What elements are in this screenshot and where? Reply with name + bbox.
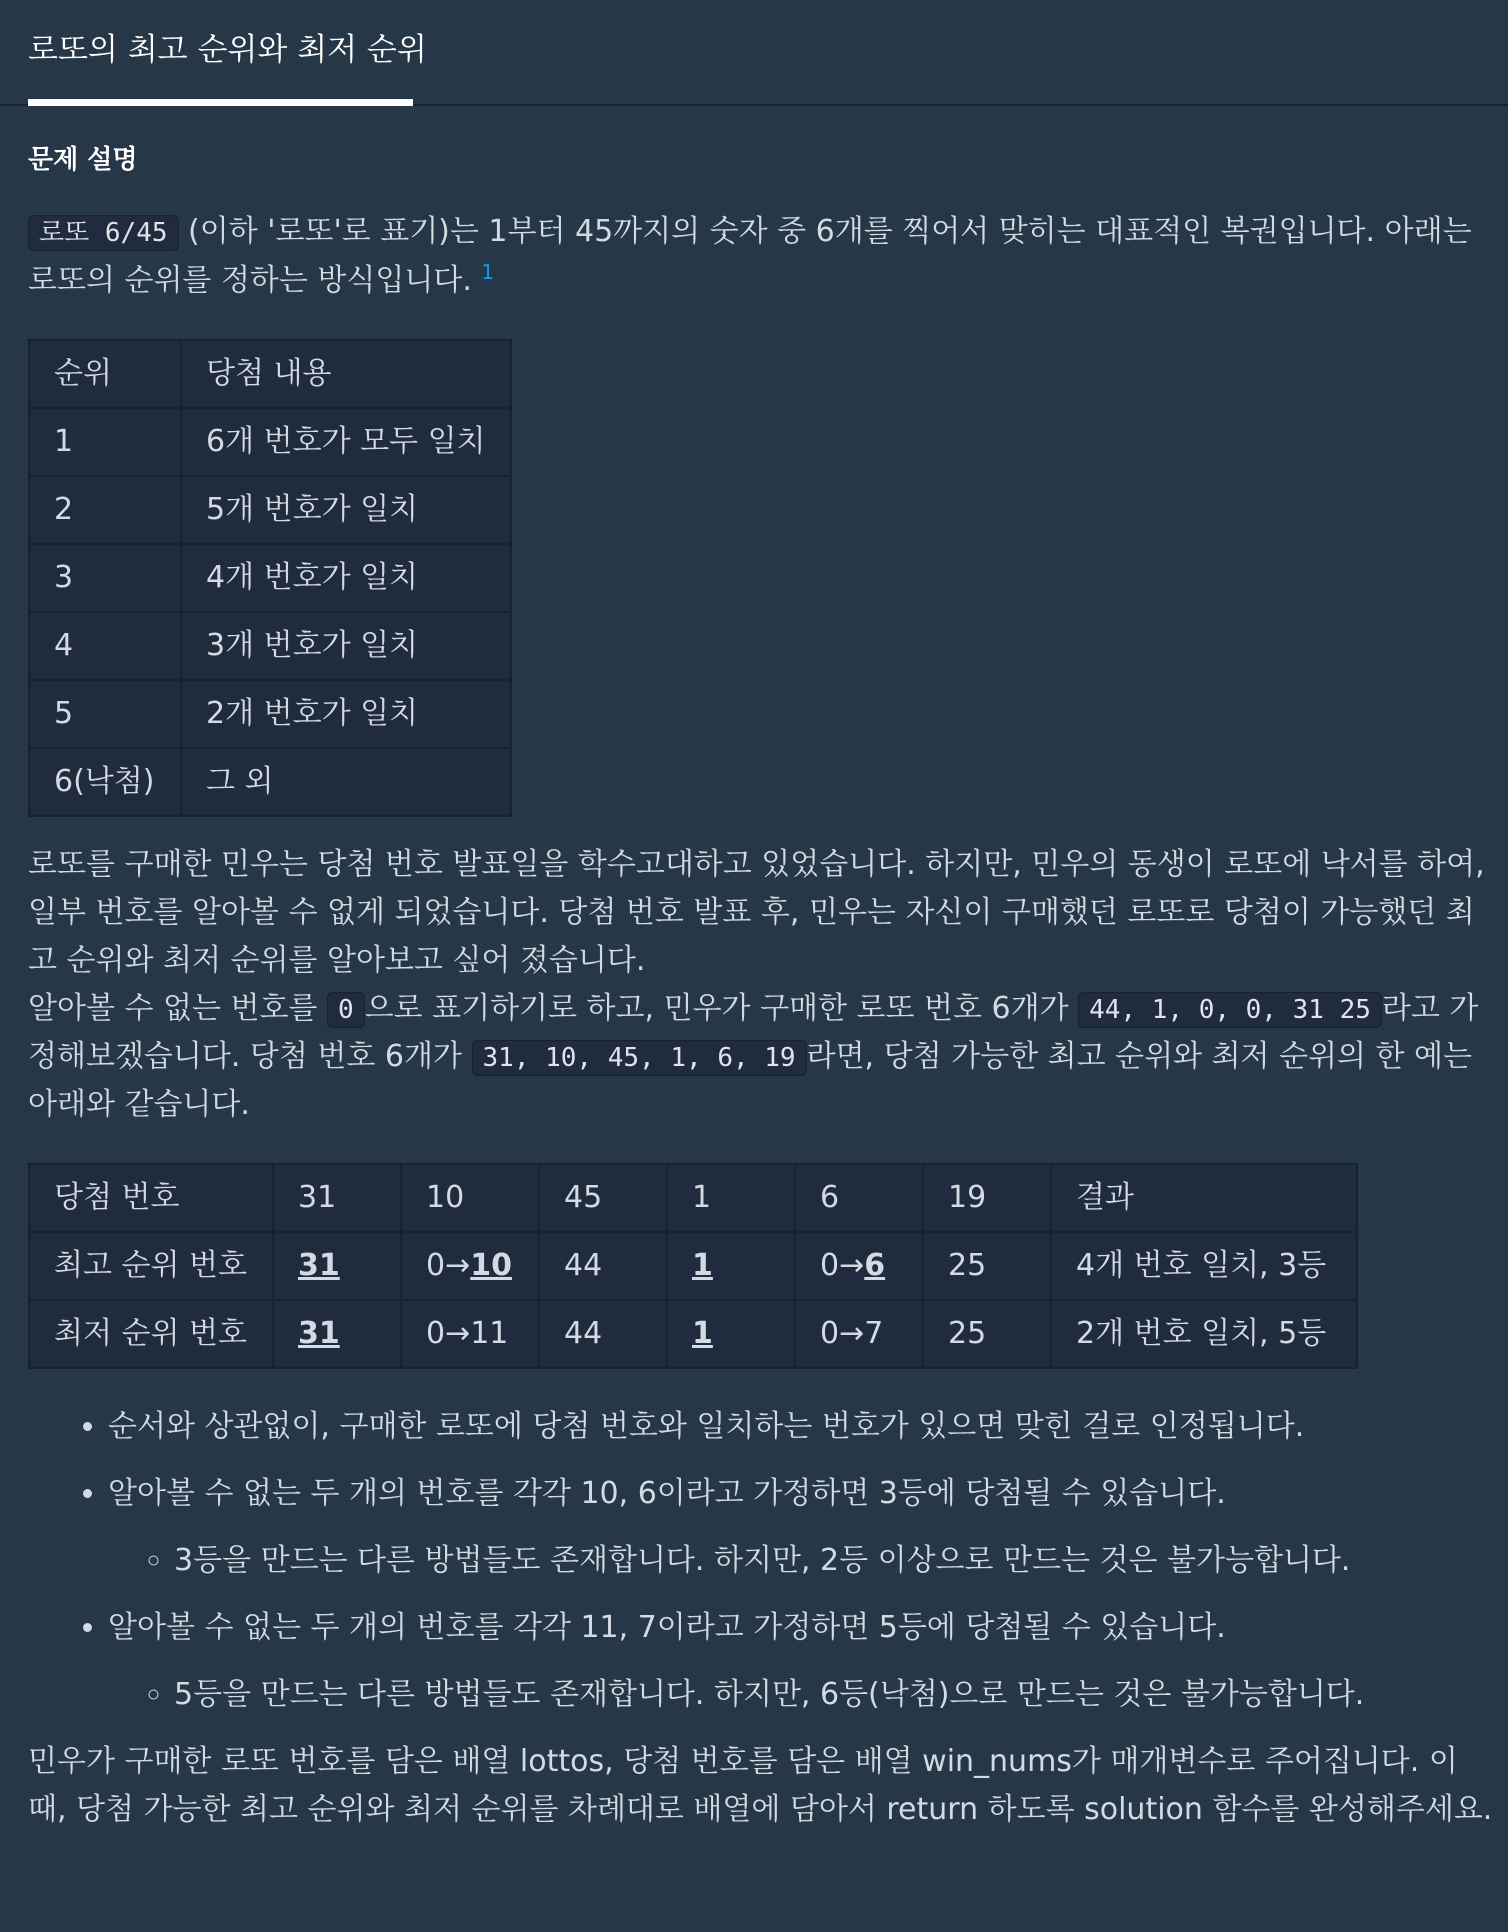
table-cell: 그 외 (181, 748, 511, 816)
list-item (108, 1594, 1493, 1728)
rank-table (28, 339, 512, 817)
table-cell (401, 1232, 539, 1300)
footnote-link[interactable]: 1 (481, 260, 495, 284)
table-header: 당첨 내용 (181, 340, 511, 408)
table-cell: 6개 번호가 모두 일치 (181, 408, 511, 476)
table-cell: 2개 번호가 일치 (181, 680, 511, 748)
example-text: 알아볼 수 없는 번호를 (28, 991, 327, 1026)
table-row (29, 408, 511, 476)
table-cell: 25 (923, 1232, 1051, 1300)
table-header-row (29, 1164, 1357, 1232)
example-text: 라면, 당첨 가능한 최고 순위와 최저 순위의 한 예는 아래와 같습니다. (28, 1039, 1473, 1122)
table-cell (667, 1300, 795, 1368)
table-row (29, 612, 511, 680)
table-cell: 44 (539, 1232, 667, 1300)
table-row (29, 1232, 1357, 1300)
table-header-row (29, 340, 511, 408)
inline-code: 로또 6/45 (28, 215, 179, 251)
notes-list (28, 1393, 1493, 1728)
table-cell: 2개 번호 일치, 5등 (1051, 1300, 1357, 1368)
table-header: 당첨 번호 (29, 1164, 273, 1232)
example-text: 라고 가정해보겠습니다. 당첨 번호 6개가 (28, 991, 1479, 1074)
inline-code: 31, 10, 45, 1, 6, 19 (472, 1040, 807, 1076)
table-cell: 1 (29, 408, 181, 476)
table-cell: 최저 순위 번호 (29, 1300, 273, 1368)
inline-code: 0 (327, 992, 365, 1028)
sub-list-item: ◦ 3등을 만드는 다른 방법들도 존재합니다. 하지만, 2등 이상으로 만드는 것은 불가능합니다. (174, 1527, 1493, 1594)
table-header: 19 (923, 1164, 1051, 1232)
matched-number: 6 (864, 1248, 886, 1283)
table-header: 31 (273, 1164, 401, 1232)
table-cell: 4 (29, 612, 181, 680)
tab-problem[interactable]: 로또의 최고 순위와 최저 순위 (28, 32, 427, 68)
list-item-text: 알아볼 수 없는 두 개의 번호를 각각 11, 7이라고 가정하면 5등에 당첨될 수 있습니다. (108, 1610, 1226, 1645)
inline-code: 44, 1, 0, 0, 31 25 (1078, 992, 1382, 1028)
section-title: 문제 설명 (28, 145, 138, 175)
matched-number: 10 (470, 1248, 512, 1283)
table-cell (273, 1232, 401, 1300)
tab-bar (0, 0, 1508, 106)
matched-number: 31 (298, 1316, 340, 1351)
table-cell (795, 1232, 923, 1300)
table-header: 결과 (1051, 1164, 1357, 1232)
table-row (29, 544, 511, 612)
example-text: 으로 표기하기로 하고, 민우가 구매한 로또 번호 6개가 (364, 991, 1079, 1026)
intro-text: (이하 '로또'로 표기)는 1부터 45까지의 숫자 중 6개를 찍어서 맞히는 대표적인 복권입니다. 아래는 로또의 순위를 정하는 방식입니다. (28, 214, 1472, 298)
problem-description (28, 136, 1493, 1834)
list-item (108, 1460, 1493, 1594)
sub-list-item: ◦ 5등을 만드는 다른 방법들도 존재합니다. 하지만, 6등(낙첨)으로 만드는 것은 불가능합니다. (174, 1661, 1493, 1728)
table-header: 1 (667, 1164, 795, 1232)
table-header: 45 (539, 1164, 667, 1232)
table-cell: 0→11 (401, 1300, 539, 1368)
list-item: • 순서와 상관없이, 구매한 로또에 당첨 번호와 일치하는 번호가 있으면 맞힌 걸로 인정됩니다. (108, 1393, 1493, 1460)
list-item-text: 알아볼 수 없는 두 개의 번호를 각각 10, 6이라고 가정하면 3등에 당첨될 수 있습니다. (108, 1476, 1226, 1511)
table-cell: 6(낙첨) (29, 748, 181, 816)
example-table (28, 1163, 1358, 1369)
table-cell: 44 (539, 1300, 667, 1368)
table-header: 6 (795, 1164, 923, 1232)
sub-list (108, 1661, 1493, 1728)
example-paragraph (28, 985, 1493, 1129)
table-cell: 5 (29, 680, 181, 748)
matched-number: 1 (692, 1248, 713, 1283)
table-row (29, 680, 511, 748)
table-cell: 3개 번호가 일치 (181, 612, 511, 680)
story-paragraph: 로또를 구매한 민우는 당첨 번호 발표일을 학수고대하고 있었습니다. 하지만, 민우의 동생이 로또에 낙서를 하여, 일부 번호를 알아볼 수 없게 되었습니다. 당첨 번호 발표 후, 민우는 자신이 구매했던 로또로 당첨이 가능했던 최고 순위와 최저 순위를 알아보고 싶어 졌습니다. (28, 847, 1485, 978)
table-row (29, 476, 511, 544)
table-cell (273, 1300, 401, 1368)
table-cell: 25 (923, 1300, 1051, 1368)
replaced-prefix: 0→ (820, 1248, 865, 1283)
table-header: 10 (401, 1164, 539, 1232)
table-cell: 4개 번호가 일치 (181, 544, 511, 612)
intro-paragraph (28, 208, 1493, 305)
replaced-prefix: 0→ (426, 1248, 471, 1283)
table-row (29, 748, 511, 816)
table-cell: 최고 순위 번호 (29, 1232, 273, 1300)
table-cell: 4개 번호 일치, 3등 (1051, 1232, 1357, 1300)
tab-active-indicator (28, 99, 413, 106)
table-cell: 0→7 (795, 1300, 923, 1368)
table-cell (667, 1232, 795, 1300)
table-header: 순위 (29, 340, 181, 408)
matched-number: 1 (692, 1316, 713, 1351)
table-cell: 2 (29, 476, 181, 544)
sub-list (108, 1527, 1493, 1594)
matched-number: 31 (298, 1248, 340, 1283)
table-cell: 3 (29, 544, 181, 612)
table-cell: 5개 번호가 일치 (181, 476, 511, 544)
task-paragraph: 민우가 구매한 로또 번호를 담은 배열 lottos, 당첨 번호를 담은 배열 win_nums가 매개변수로 주어집니다. 이때, 당첨 가능한 최고 순위와 최저 순위를 차례대로 배열에 담아서 return 하도록 solution 함수를 완성해주세요. (28, 1744, 1493, 1827)
table-row (29, 1300, 1357, 1368)
